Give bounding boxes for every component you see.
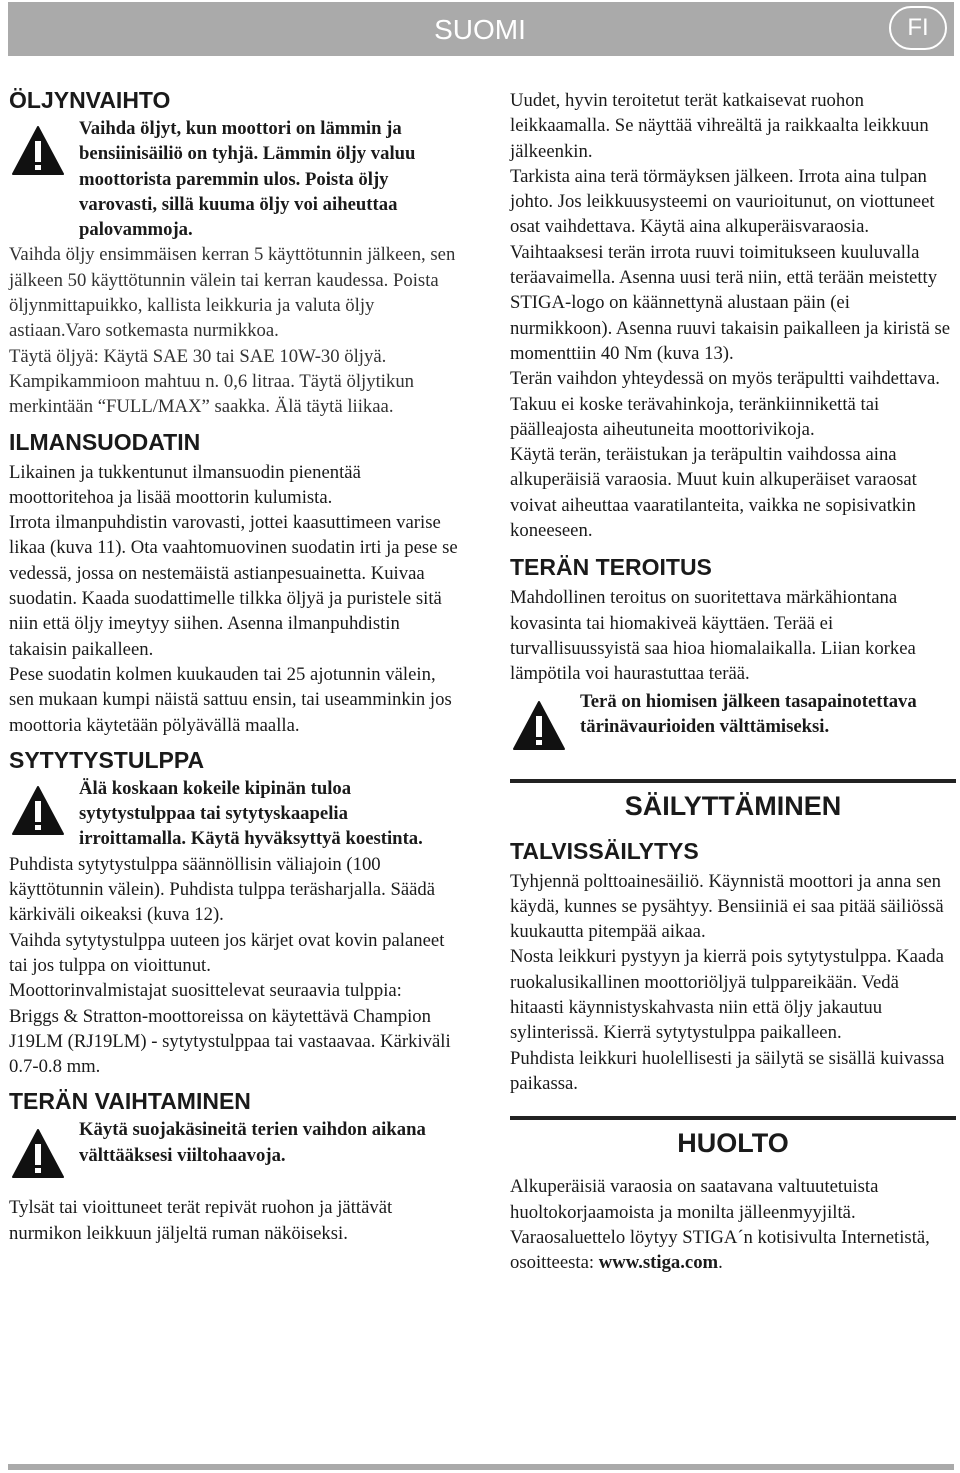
blade-change-paragraph-1: Tylsät tai vioittuneet terät repivät ruohon ja jättävät nurmikon leikkuun jäljeltä ruman näköiseksi. (9, 1197, 393, 1244)
blade-cont-paragraph-5: Takuu ei koske terävahinkoja, teränkiinnikettä tai päälleajosta aiheutuneita moottorivikoja. (510, 393, 880, 440)
storage-heading: SÄILYTTÄMINEN (624, 790, 842, 821)
sharpen-paragraph-1: Mahdollinen teroitus on suoritettava märkähiontana kovasinta tai hiomakiveä käyttäen. Terää ei turvallisuussyistä saa hioa hiomalaikalla. Liian korkea lämpötila voi haurastuttaa terää. (510, 587, 916, 685)
plug-paragraph-1: Puhdista sytytystulppa säännöllisin väliajoin (100 käyttötunnin välein). Puhdista tulppa teräsharjalla. Säädä kärkiväli oikeaksi (kuva 12). (9, 853, 436, 926)
warning-icon (11, 124, 65, 178)
oil-paragraph-2: Täytä öljyä: Käytä SAE 30 tai SAE 10W-30 öljyä. Kampikammioon mahtuu n. 0,6 litraa. Täytä öljytikun merkintään “FULL/MAX” saakka. Älä täytä liikaa. (9, 345, 415, 418)
blade-cont-paragraph-4: Terän vaihdon yhteydessä on myös teräpultti vaihdettava. (510, 368, 940, 390)
blade-sharpening-heading: TERÄN TEROITUS (510, 554, 712, 581)
service-text-end: . (718, 1252, 723, 1274)
website-link[interactable]: www.stiga.com (598, 1252, 719, 1274)
oil-change-heading: ÖLJYNVAIHTO (9, 87, 171, 113)
spark-plug-heading: SYTYTYSTULPPA (9, 746, 205, 773)
storage-paragraph-3: Puhdista leikkuri huolellisesti ja säilytä se sisällä kuivassa paikassa. (510, 1047, 945, 1094)
blade-cont-paragraph-2: Tarkista aina terä törmäyksen jälkeen. Irrota aina tulpan johto. Jos leikkuusysteemi on vaurioitunut, on viottuneet osat vaihdettava. Käytä aina alkuperäisvaraosia. (510, 165, 935, 238)
blade-cont-paragraph-1: Uudet, hyvin teroitetut terät katkaisevat ruohon leikkaamalla. Se näyttää vihreältä ja raikkaalta leikkuun jälkeenkin. (510, 90, 929, 162)
service-heading: HUOLTO (677, 1128, 789, 1159)
warning-icon (512, 699, 566, 753)
air-filter-heading: ILMANSUODATIN (9, 428, 201, 455)
service-paragraph (510, 1174, 956, 1275)
sharpen-warning (510, 689, 956, 765)
winter-storage-heading: TALVISSÄILYTYS (510, 837, 699, 864)
footer-bar (8, 1464, 954, 1470)
plug-paragraph-4: Briggs & Stratton-moottoreissa on käytettävä Champion J19LM (RJ19LM) - sytytystulppaa tai vastaavaa. Kärkiväli 0.7-0.8 mm. (9, 1005, 451, 1078)
sharpen-warning-text: Terä on hiomisen jälkeen tasapainotettava tärinävaurioiden välttämiseksi. (580, 690, 917, 737)
blade-cont-paragraph-6: Käytä terän, teräistukan ja teräpultin vaihdossa aina alkuperäisiä varaosia. Muut kuin alkuperäiset varaosat voivat aiheuttaa vaaratilanteita, vaikka ne sopisivatkin koneeseen. (510, 444, 917, 542)
left-column (9, 86, 459, 1246)
oil-paragraph-1: Vaihda öljy ensimmäisen kerran 5 käyttötunnin jälkeen, sen jälkeen 50 käyttötunnin välein tai kerran kaudessa. Poista öljynmittapuikko, kallista leikkuria ja valuta öljy astiaan.Varo sotkemasta nurmikkoa. (9, 244, 456, 342)
oil-warning-text: Vaihda öljyt, kun moottori on lämmin ja bensiinisäiliö on tyhjä. Lämmin öljy valuu moottorista paremmin ulos. Poista öljy varovasti, sillä kuuma öljy voi aiheuttaa palovammoja. (79, 118, 416, 241)
storage-paragraph-1: Tyhjennä polttoainesäiliö. Käynnistä moottori ja anna sen käydä, kunnes se pysähtyy. Bensiiniä ei saa pitää säiliössä kuukautta pitempää aikaa. (510, 870, 944, 943)
service-section-header (510, 1116, 956, 1160)
air-paragraph-1: Likainen ja tukkentunut ilmansuodin pienentää moottoritehoa ja lisää moottorin kulumista. (9, 461, 361, 508)
plug-warning (9, 776, 459, 852)
blade-change-warning-text: Käytä suojakäsineitä terien vaihdon aikana välttääksesi viiltohaavoja. (79, 1119, 426, 1166)
blade-cont-paragraph-3: Vaihtaaksesi terän irrota ruuvi toimitukseen kuuluvalla teräavaimella. Asenna uusi terä niin, että terään meistetty STIGA-logo on käännettynä alustaan päin (ei nurmikkoon). Asenna ruuvi takaisin paikalleen ja kiristä se momenttiin 40 Nm (kuva 13). (510, 241, 951, 364)
air-paragraph-3: Pese suodatin kolmen kuukauden tai 25 ajotunnin välein, sen mukaan kumpi näistä sattuu ensin, tai useamminkin jos moottoria käytetään pölyävällä maalla. (9, 663, 452, 736)
right-column (510, 88, 956, 1275)
warning-icon (11, 784, 65, 838)
blade-change-warning (9, 1117, 459, 1189)
plug-paragraph-3: Moottorinvalmistajat suosittelevat seuraavia tulppia: (9, 980, 402, 1002)
plug-warning-text: Älä koskaan kokeile kipinän tuloa sytytystulppaa tai sytytyskaapelia irroittamalla. Käytä hyväksyttyä koestinta. (79, 777, 423, 850)
oil-warning (9, 116, 459, 242)
language-badge: FI (889, 6, 947, 50)
warning-icon (11, 1127, 65, 1181)
storage-paragraph-2: Nosta leikkuri pystyyn ja kierrä pois sytytystulppa. Kaada ruokalusikallinen moottoriöljyä tulppareikään. Vedä hitaasti käynnistyskahvasta niin että öljy jakautuu sylinterissä. Kierrä sytytystulppa paikalleen. (510, 946, 944, 1044)
page-language-title: SUOMI (434, 14, 526, 45)
service-text: Alkuperäisiä varaosia on saatavana valtuutetuista huoltokorjaamoista ja monilta jälleenmyyjiltä. Varaosaluettelo löytyy STIGA´n kotisivulta Internetistä, osoitteesta: (510, 1176, 930, 1274)
blade-change-heading: TERÄN VAIHTAMINEN (9, 1088, 251, 1115)
plug-paragraph-2: Vaihda sytytystulppa uuteen jos kärjet ovat kovin palaneet tai jos tulppa on vioittunut. (9, 929, 445, 976)
storage-section-header (510, 779, 956, 823)
air-paragraph-2: Irrota ilmanpuhdistin varovasti, jottei kaasuttimeen varise likaa (kuva 11). Ota vaahtomuovinen suodatin irti ja pese se vedessä, jossa on nestemäistä astianpesuainetta. Kuivaa suodatin. Kaada suodattimelle tilkka öljyä ja puristele sitä niin että öljy imeytyy siihen. Asenna ilmanpuhdistin takaisin paikalleen. (9, 512, 458, 660)
